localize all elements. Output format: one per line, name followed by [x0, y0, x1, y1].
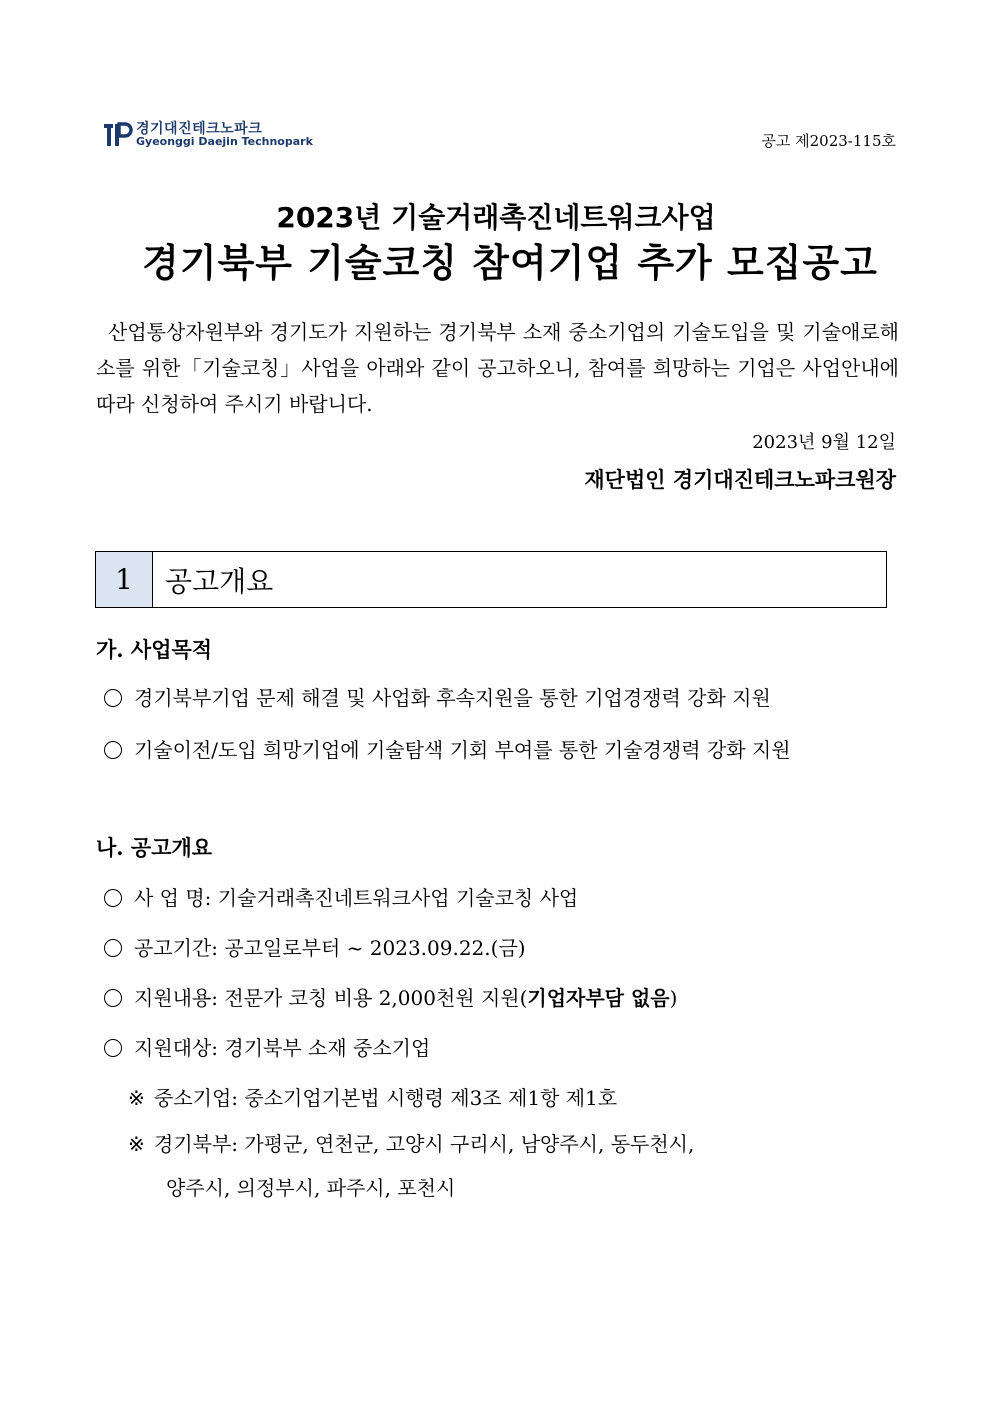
- overview-heading: 나. 공고개요: [96, 835, 213, 860]
- note-2: [128, 1128, 694, 1157]
- title-line-1: 2023년 기술거래촉진네트워크사업: [276, 201, 716, 234]
- circle-bullet-icon: [104, 989, 122, 1007]
- overview-item-3-suffix: ): [669, 986, 678, 1010]
- purpose-heading: 가. 사업목적: [96, 637, 213, 662]
- note-1: [128, 1082, 617, 1111]
- overview-item-2: [104, 932, 526, 961]
- overview-item-3-bold: 기업자부담 없음: [527, 986, 670, 1010]
- overview-item-4-text: 지원대상: 경기북부 소재 중소기업: [134, 1036, 431, 1060]
- purpose-item-1-text: 경기북부기업 문제 해결 및 사업화 후속지원을 통한 기업경쟁력 강화 지원: [134, 686, 771, 710]
- circle-bullet-icon: [104, 689, 122, 707]
- overview-item-3-text: 지원내용: 전문가 코칭 비용 2,000천원 지원(: [134, 986, 528, 1010]
- overview-item-1-text: 사 업 명: 기술거래촉진네트워크사업 기술코칭 사업: [134, 886, 579, 910]
- overview-item-1: [104, 882, 578, 911]
- reference-mark-icon: ※: [128, 1132, 145, 1156]
- technopark-logo-icon: [104, 120, 134, 150]
- intro-text: 산업통상자원부와 경기도가 지원하는 경기북부 소재 중소기업의 기술도입을 및 기술애로해소를 위한「기술코칭」사업을 아래와 같이 공고하오니, 참여를 희망하는 기업은 사업안내에 따라 신청하여 주시기 바랍니다.: [96, 320, 899, 416]
- reference-mark-icon: ※: [128, 1086, 145, 1110]
- note-2-text: 경기북부: 가평군, 연천군, 고양시 구리시, 남양주시, 동두천시,: [154, 1132, 695, 1156]
- logo-korean-text: 경기대진테크노파크: [136, 121, 263, 137]
- logo-english-text: Gyeonggi Daejin Technopark: [136, 135, 313, 148]
- purpose-item-1: [104, 682, 771, 711]
- issuing-organization: 재단법인 경기대진테크노파크원장: [584, 467, 896, 492]
- circle-bullet-icon: [104, 1039, 122, 1057]
- overview-item-4: [104, 1032, 430, 1061]
- note-2-continuation: 양주시, 의정부시, 파주시, 포천시: [166, 1176, 456, 1200]
- overview-item-3: [104, 982, 677, 1011]
- notice-number: 공고 제2023-115호: [761, 132, 896, 150]
- section-header: [95, 551, 887, 608]
- intro-paragraph: [96, 314, 899, 422]
- overview-item-2-text: 공고기간: 공고일로부터 ~ 2023.09.22.(금): [134, 936, 526, 960]
- circle-bullet-icon: [104, 939, 122, 957]
- circle-bullet-icon: [104, 889, 122, 907]
- logo: [104, 118, 313, 152]
- circle-bullet-icon: [104, 741, 122, 759]
- section-number: 1: [96, 552, 153, 607]
- note-1-text: 중소기업: 중소기업기본법 시행령 제3조 제1항 제1호: [154, 1086, 618, 1110]
- notice-date: 2023년 9월 12일: [752, 432, 896, 453]
- section-title: 공고개요: [165, 564, 274, 598]
- purpose-item-2-text: 기술이전/도입 희망기업에 기술탐색 기회 부여를 통한 기술경쟁력 강화 지원: [134, 738, 791, 762]
- purpose-item-2: [104, 734, 791, 763]
- title-line-2: 경기북부 기술코칭 참여기업 추가 모집공고: [142, 241, 878, 285]
